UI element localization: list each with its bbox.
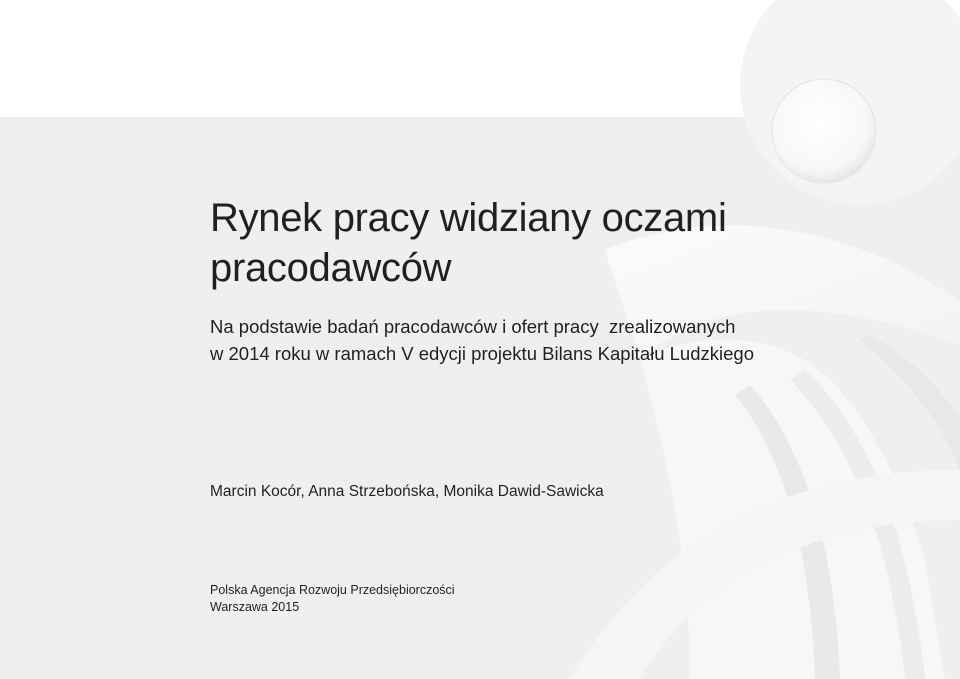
subtitle-line-2: w 2014 roku w ramach V edycji projektu Bilans Kapitału Ludzkiego — [210, 343, 754, 364]
publisher-block — [210, 582, 455, 616]
subtitle-line-1: Na podstawie badań pracodawców i ofert pracy zrealizowanych — [210, 316, 736, 337]
front-head-circle — [772, 79, 876, 183]
document-subtitle — [210, 313, 754, 367]
authors-line: Marcin Kocór, Anna Strzebońska, Monika Dawid-Sawicka — [210, 483, 604, 500]
place-year: Warszawa 2015 — [210, 600, 300, 614]
title-line-2: pracodawców — [210, 246, 452, 290]
publisher-name: Polska Agencja Rozwoju Przedsiębiorczości — [210, 583, 455, 597]
title-line-1: Rynek pracy widziany oczami — [210, 196, 727, 240]
document-title — [210, 193, 727, 293]
